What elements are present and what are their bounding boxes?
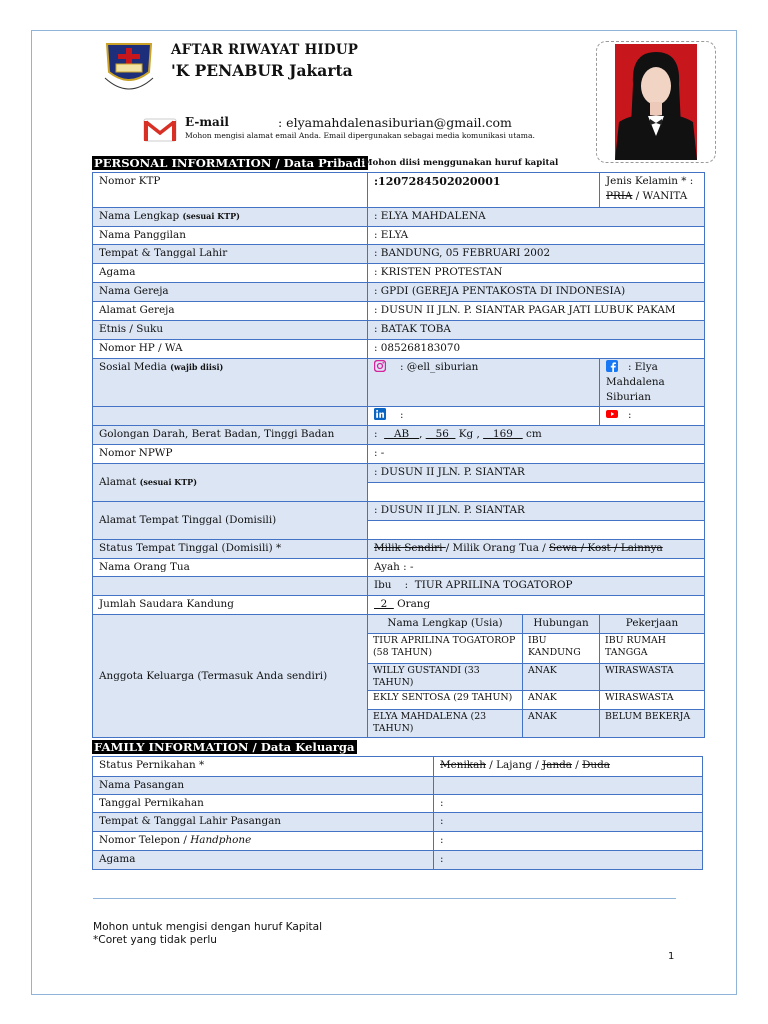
siblings-value: 2: [374, 598, 394, 610]
siblings-field: 2 Orang: [368, 596, 705, 615]
spouse-label: Nama Pasangan: [93, 777, 434, 795]
instagram-field: : @ell_siburian: [368, 359, 600, 407]
father-value: Ayah : -: [368, 559, 705, 577]
blood-value-field: : AB , 56 Kg , 169 cm: [368, 426, 705, 445]
wedding-value: :: [434, 795, 703, 813]
email-note: Mohon mengisi alamat email Anda. Email dipergunakan sebagai media komunikasi utama.: [185, 131, 535, 140]
phone-label: Nomor HP / WA: [93, 340, 368, 359]
email-label: E-mail: [185, 115, 229, 129]
school-logo-icon: [101, 38, 157, 100]
spouse-value: [434, 777, 703, 795]
document-title: AFTAR RIWAYAT HIDUP: [171, 42, 359, 58]
row-siblings: [93, 596, 705, 615]
row-parents-mother: [93, 577, 705, 596]
family-info-table: [92, 756, 703, 870]
youtube-icon: [606, 408, 618, 420]
family-name: ELYA MAHDALENA (23 TAHUN): [368, 710, 523, 738]
social-label: Sosial Media (wajib diisi): [93, 359, 368, 407]
npwp-value: : -: [368, 445, 705, 464]
spouse-phone-value: :: [434, 832, 703, 851]
spouse-phone-label: Nomor Telepon / Handphone: [93, 832, 434, 851]
ktp-address-line2: [368, 483, 705, 502]
parents-label: Nama Orang Tua: [93, 559, 368, 577]
personal-info-heading: PERSONAL INFORMATION / Data Pribadi: [94, 156, 366, 170]
marital-label: Status Pernikahan *: [93, 757, 434, 777]
social-label-cont: [93, 407, 368, 426]
family-relation: ANAK: [523, 691, 600, 710]
ktp-address-value: : DUSUN II JLN. P. SIANTAR: [368, 464, 705, 483]
gender-struck: PRIA: [606, 190, 633, 202]
dom-address-line2: [368, 521, 705, 540]
row-spouse: [93, 777, 703, 795]
height-value: 169: [483, 428, 523, 440]
row-social-1: [93, 359, 705, 407]
row-ethnic: [93, 321, 705, 340]
personal-info-table: [92, 172, 705, 738]
footer-divider: [93, 898, 676, 899]
mother-field: [368, 577, 705, 596]
church-label: Nama Gereja: [93, 283, 368, 302]
row-spouse-birth: [93, 813, 703, 832]
spouse-birth-value: :: [434, 813, 703, 832]
family-relation: ANAK: [523, 664, 600, 691]
ktp-label: Nomor KTP: [93, 173, 368, 208]
gender-label: Jenis Kelamin * :: [606, 175, 694, 187]
family-relation: ANAK: [523, 710, 600, 738]
family-job: WIRASWASTA: [600, 691, 705, 710]
nickname-label: Nama Panggilan: [93, 227, 368, 245]
family-members-label: Anggota Keluarga (Termasuk Anda sendiri): [93, 615, 368, 738]
birth-value: : BANDUNG, 05 FEBRUARI 2002: [368, 245, 705, 264]
footer-note-capital: Mohon untuk mengisi dengan huruf Kapital: [93, 921, 323, 933]
row-wedding: [93, 795, 703, 813]
family-name: WILLY GUSTANDI (33 TAHUN): [368, 664, 523, 691]
wedding-label: Tanggal Pernikahan: [93, 795, 434, 813]
siblings-label: Jumlah Saudara Kandung: [93, 596, 368, 615]
row-birth: [93, 245, 705, 264]
row-spouse-phone: [93, 832, 703, 851]
church-address-value: : DUSUN II JLN. P. SIANTAR PAGAR JATI LUBUK PAKAM: [368, 302, 705, 321]
row-social-2: [93, 407, 705, 426]
ethnic-value: : BATAK TOBA: [368, 321, 705, 340]
personal-info-note: Mohon diisi menggunakan huruf kapital: [363, 158, 559, 168]
name-label: Nama Lengkap (sesuai KTP): [93, 208, 368, 227]
row-phone: [93, 340, 705, 359]
row-blood: [93, 426, 705, 445]
row-church: [93, 283, 705, 302]
phone-value: : 085268183070: [368, 340, 705, 359]
dom-address-value: : DUSUN II JLN. P. SIANTAR: [368, 502, 705, 521]
mother-label: Ibu: [374, 579, 392, 591]
profile-photo: [615, 44, 697, 160]
family-members-header: [93, 615, 705, 634]
mother-value: : TIUR APRILINA TOGATOROP: [404, 579, 573, 591]
family-name: TIUR APRILINA TOGATOROP (58 TAHUN): [368, 634, 523, 664]
name-value: : ELYA MAHDALENA: [368, 208, 705, 227]
row-spouse-religion: [93, 851, 703, 870]
facebook-icon: [606, 360, 618, 372]
nickname-value: : ELYA: [368, 227, 705, 245]
row-npwp: [93, 445, 705, 464]
ktp-address-label: Alamat (sesuai KTP): [93, 464, 368, 502]
facebook-field: : Elya Mahdalena Siburian: [600, 359, 705, 407]
family-header-relation: Hubungan: [523, 615, 600, 634]
row-dom-address-1: [93, 502, 705, 521]
marital-value: Menikah / Lajang / Janda / Duda: [434, 757, 703, 777]
family-job: WIRASWASTA: [600, 664, 705, 691]
church-value: : GPDI (GEREJA PENTAKOSTA DI INDONESIA): [368, 283, 705, 302]
email-value: : elyamahdalenasiburian@gmail.com: [278, 115, 512, 130]
church-address-label: Alamat Gereja: [93, 302, 368, 321]
weight-value: 56: [425, 428, 456, 440]
page-number: 1: [668, 951, 675, 962]
linkedin-icon: [374, 408, 386, 420]
gender-rest: / WANITA: [632, 190, 688, 202]
ktp-value: :1207284502020001: [368, 173, 600, 208]
ethnic-label: Etnis / Suku: [93, 321, 368, 340]
dom-address-label: Alamat Tempat Tinggal (Domisili): [93, 502, 368, 540]
npwp-label: Nomor NPWP: [93, 445, 368, 464]
blood-label: Golongan Darah, Berat Badan, Tinggi Badan: [93, 426, 368, 445]
row-name: [93, 208, 705, 227]
dom-status-value: Milik Sendiri / Milik Orang Tua / Sewa / Kost / Lainnya: [368, 540, 705, 559]
spouse-religion-label: Agama: [93, 851, 434, 870]
parents-label-cont: [93, 577, 368, 596]
religion-value: : KRISTEN PROTESTAN: [368, 264, 705, 283]
row-ktp: [93, 173, 705, 208]
dom-status-label: Status Tempat Tinggal (Domisili) *: [93, 540, 368, 559]
family-name: EKLY SENTOSA (29 TAHUN): [368, 691, 523, 710]
family-job: IBU RUMAH TANGGA: [600, 634, 705, 664]
row-religion: [93, 264, 705, 283]
birth-label: Tempat & Tanggal Lahir: [93, 245, 368, 264]
row-dom-status: [93, 540, 705, 559]
family-info-heading: FAMILY INFORMATION / Data Keluarga: [94, 740, 355, 754]
row-ktp-address-1: [93, 464, 705, 483]
row-parents-father: [93, 559, 705, 577]
religion-label: Agama: [93, 264, 368, 283]
family-relation: IBU KANDUNG: [523, 634, 600, 664]
gmail-icon: [143, 118, 177, 142]
footer-note-strike: *Coret yang tidak perlu: [93, 934, 217, 946]
spouse-birth-label: Tempat & Tanggal Lahir Pasangan: [93, 813, 434, 832]
family-job: BELUM BEKERJA: [600, 710, 705, 738]
instagram-icon: [374, 360, 386, 372]
row-marital: [93, 757, 703, 777]
youtube-field: :: [600, 407, 705, 426]
gender-field: [600, 173, 705, 208]
linkedin-field: :: [368, 407, 600, 426]
row-nickname: [93, 227, 705, 245]
family-header-job: Pekerjaan: [600, 615, 705, 634]
spouse-religion-value: :: [434, 851, 703, 870]
family-header-name: Nama Lengkap (Usia): [368, 615, 523, 634]
blood-type-value: AB: [384, 428, 420, 440]
row-church-address: [93, 302, 705, 321]
organization-name: 'K PENABUR Jakarta: [171, 61, 353, 80]
